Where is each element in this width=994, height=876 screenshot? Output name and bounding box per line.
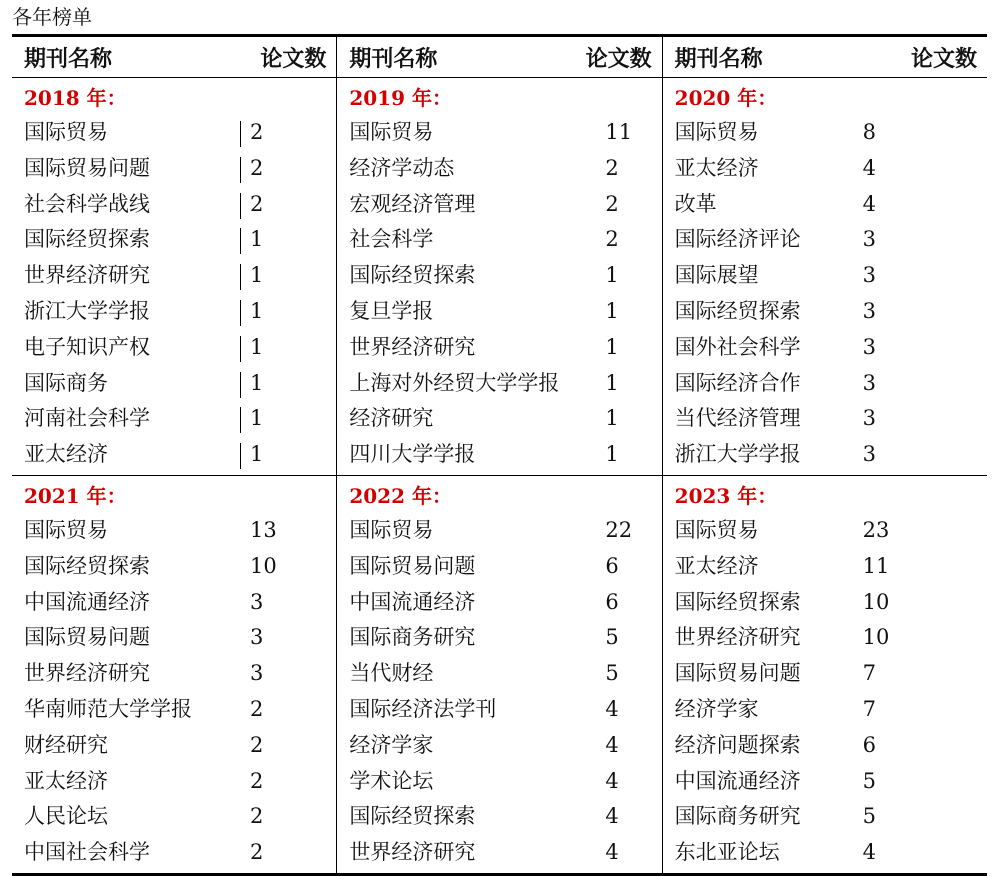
paper-count-cell: 2 [250, 732, 264, 757]
journal-name-cell: 世界经济研究 [24, 263, 150, 288]
table-row [663, 401, 987, 437]
table-row [12, 366, 336, 402]
journal-name-cell: 社会科学 [349, 227, 434, 252]
journal-name-cell: 国际经贸探索 [349, 263, 476, 288]
table-row [12, 764, 336, 800]
year-label: 2019 年： [349, 86, 452, 110]
table-row [663, 656, 987, 692]
paper-count-cell: 4 [862, 191, 877, 216]
journal-name-cell: 东北亚论坛 [674, 840, 780, 865]
paper-count-cell: 2 [605, 191, 619, 216]
paper-count-cell: 2 [250, 696, 264, 721]
table-row [663, 764, 987, 800]
journal-name-cell: 国际经贸探索 [24, 553, 150, 578]
paper-count-cell: 10 [862, 625, 890, 650]
year-label: 2020 年： [674, 86, 778, 110]
paper-count-cell: 7 [862, 696, 877, 721]
paper-count-cell: 1 [250, 298, 264, 323]
table-row [663, 620, 987, 656]
header-paper-count: 论文数 [585, 45, 652, 72]
header-journal-name: 期刊名称 [24, 45, 113, 72]
journal-name-cell: 中国社会科学 [24, 840, 150, 865]
table-row [12, 799, 336, 835]
journal-name-cell: 国际贸易 [349, 517, 434, 542]
journal-name-cell: 国外社会科学 [674, 334, 801, 359]
year-group [12, 476, 336, 873]
journal-name-cell: 河南社会科学 [24, 406, 150, 431]
paper-count-cell: 23 [862, 517, 890, 542]
paper-count-cell: 4 [605, 840, 619, 865]
table-row [663, 258, 987, 294]
paper-count-cell: 4 [605, 804, 619, 829]
journal-name-cell: 国际商务 [24, 370, 108, 395]
paper-count-cell: 1 [605, 370, 619, 395]
year-group [12, 78, 336, 475]
table-row [12, 222, 336, 258]
table-row [337, 513, 661, 549]
table-row [12, 549, 336, 585]
table-row [12, 835, 336, 871]
paper-count-cell: 3 [250, 661, 264, 686]
table-row [663, 585, 987, 621]
journal-name-cell: 世界经济研究 [24, 661, 150, 686]
paper-count-cell: 3 [250, 589, 264, 614]
table-row [12, 437, 336, 473]
header-group-3 [662, 37, 987, 77]
journal-name-cell: 改革 [674, 191, 717, 216]
paper-count-cell: 4 [605, 696, 619, 721]
journal-name-cell: 当代财经 [349, 661, 434, 686]
paper-count-cell: 3 [862, 442, 877, 467]
table-row [663, 366, 987, 402]
journal-ranking-table [12, 34, 987, 876]
table-row [663, 437, 987, 473]
paper-count-cell: 4 [862, 840, 877, 865]
paper-count-cell: 11 [862, 553, 890, 578]
header-group-1 [12, 37, 336, 77]
table-body [12, 78, 987, 873]
journal-name-cell: 亚太经济 [24, 442, 108, 467]
journal-name-cell: 国际贸易 [349, 120, 434, 144]
paper-count-cell: 1 [250, 227, 264, 252]
journal-name-cell: 国际经济法学刊 [349, 696, 497, 721]
year-label: 2021 年： [24, 483, 127, 508]
paper-count-cell: 6 [862, 732, 877, 757]
journal-name-cell: 国际经贸探索 [349, 804, 476, 829]
table-row [12, 151, 336, 187]
header-paper-count: 论文数 [260, 45, 327, 72]
paper-count-cell: 11 [605, 120, 633, 144]
journal-name-cell: 国际经济合作 [674, 370, 801, 395]
paper-count-cell: 5 [862, 804, 877, 829]
table-row [337, 187, 661, 223]
table-row [337, 799, 661, 835]
cell-divider [240, 407, 241, 433]
paper-count-cell: 1 [250, 334, 264, 359]
table-row [12, 585, 336, 621]
header-group-2 [336, 37, 661, 77]
journal-name-cell: 华南师范大学学报 [24, 696, 192, 721]
cell-divider [240, 264, 241, 290]
table-row [12, 620, 336, 656]
paper-count-cell: 3 [862, 334, 877, 359]
paper-count-cell: 2 [605, 155, 619, 180]
table-row [337, 585, 661, 621]
journal-name-cell: 国际经贸探索 [674, 298, 801, 323]
year-group [336, 78, 661, 475]
year-group [662, 476, 987, 873]
journal-name-cell: 社会科学战线 [24, 191, 150, 216]
paper-count-cell: 13 [250, 517, 277, 542]
paper-count-cell: 10 [250, 553, 277, 578]
journal-name-cell: 浙江大学学报 [24, 298, 150, 323]
paper-count-cell: 3 [862, 263, 877, 288]
table-row [337, 764, 661, 800]
paper-count-cell: 4 [605, 732, 619, 757]
table-row [12, 258, 336, 294]
paper-count-cell: 3 [862, 227, 877, 252]
journal-name-cell: 上海对外经贸大学学报 [349, 370, 560, 395]
journal-name-cell: 国际贸易 [24, 517, 108, 542]
table-row [337, 222, 661, 258]
header-journal-name: 期刊名称 [674, 45, 763, 72]
paper-count-cell: 5 [862, 768, 877, 793]
journal-name-cell: 国际展望 [674, 263, 759, 288]
journal-name-cell: 电子知识产权 [24, 334, 150, 359]
journal-name-cell: 国际贸易问题 [24, 625, 150, 650]
paper-count-cell: 2 [250, 840, 264, 865]
paper-count-cell: 22 [605, 517, 633, 542]
table-row [337, 437, 661, 473]
journal-name-cell: 中国流通经济 [24, 589, 150, 614]
journal-name-cell: 亚太经济 [674, 155, 759, 180]
table-row [337, 294, 661, 330]
table-row [12, 656, 336, 692]
journal-name-cell: 中国流通经济 [674, 768, 801, 793]
journal-name-cell: 国际贸易 [674, 517, 759, 542]
journal-name-cell: 国际经济评论 [674, 227, 801, 252]
paper-count-cell: 6 [605, 589, 619, 614]
table-row [663, 835, 987, 871]
journal-name-cell: 宏观经济管理 [349, 191, 476, 216]
cell-divider [240, 121, 241, 147]
table-row [12, 728, 336, 764]
paper-count-cell: 8 [862, 120, 877, 144]
cell-divider [240, 336, 241, 362]
table-row [663, 151, 987, 187]
table-row [337, 330, 661, 366]
journal-name-cell: 国际贸易问题 [24, 155, 150, 180]
table-row [663, 799, 987, 835]
journal-name-cell: 经济研究 [349, 406, 434, 431]
journal-name-cell: 亚太经济 [24, 768, 108, 793]
cell-divider [240, 193, 241, 219]
paper-count-cell: 3 [250, 625, 264, 650]
cell-divider [240, 443, 241, 469]
year-label: 2018 年： [24, 86, 127, 110]
table-row [663, 513, 987, 549]
table-row [12, 513, 336, 549]
journal-name-cell: 经济学家 [349, 732, 434, 757]
cell-divider [240, 300, 241, 326]
paper-count-cell: 7 [862, 661, 877, 686]
bottom-rule [12, 873, 987, 876]
table-row [12, 330, 336, 366]
journal-name-cell: 世界经济研究 [349, 334, 476, 359]
year-label: 2023 年： [674, 483, 778, 508]
paper-count-cell: 2 [605, 227, 619, 252]
cell-divider [240, 372, 241, 398]
journal-name-cell: 国际商务研究 [674, 804, 801, 829]
table-row [337, 620, 661, 656]
paper-count-cell: 2 [250, 155, 264, 180]
header-paper-count: 论文数 [910, 45, 977, 72]
paper-count-cell: 2 [250, 191, 264, 216]
journal-name-cell: 人民论坛 [24, 804, 108, 829]
paper-count-cell: 3 [862, 298, 877, 323]
table-caption: 各年榜单 [12, 5, 92, 29]
journal-name-cell: 国际贸易 [24, 120, 108, 144]
table-row [663, 222, 987, 258]
paper-count-cell: 1 [250, 442, 264, 467]
journal-name-cell: 国际商务研究 [349, 625, 476, 650]
paper-count-cell: 5 [605, 625, 619, 650]
table-row [337, 549, 661, 585]
table-row [337, 401, 661, 437]
journal-name-cell: 经济学家 [674, 696, 759, 721]
paper-count-cell: 1 [605, 298, 619, 323]
paper-count-cell: 1 [605, 334, 619, 359]
paper-count-cell: 4 [605, 768, 619, 793]
paper-count-cell: 2 [250, 768, 264, 793]
year-block-row [12, 476, 987, 873]
journal-name-cell: 中国流通经济 [349, 589, 476, 614]
paper-count-cell: 1 [605, 442, 619, 467]
table-row [337, 115, 661, 151]
paper-count-cell: 3 [862, 406, 877, 431]
year-group [662, 78, 987, 475]
table-header [12, 37, 987, 77]
journal-name-cell: 亚太经济 [674, 553, 759, 578]
journal-name-cell: 国际经贸探索 [674, 589, 801, 614]
journal-name-cell: 国际贸易 [674, 120, 759, 144]
journal-name-cell: 四川大学学报 [349, 442, 476, 467]
paper-count-cell: 1 [605, 406, 619, 431]
paper-count-cell: 1 [250, 370, 264, 395]
cell-divider [240, 157, 241, 183]
table-row [663, 294, 987, 330]
year-label: 2022 年： [349, 483, 452, 508]
paper-count-cell: 3 [862, 370, 877, 395]
table-row [663, 115, 987, 151]
table-row [663, 187, 987, 223]
table-row [337, 656, 661, 692]
paper-count-cell: 2 [250, 120, 264, 144]
table-row [12, 187, 336, 223]
table-row [337, 692, 661, 728]
journal-name-cell: 世界经济研究 [674, 625, 801, 650]
table-row [663, 330, 987, 366]
journal-name-cell: 世界经济研究 [349, 840, 476, 865]
paper-count-cell: 10 [862, 589, 890, 614]
paper-count-cell: 6 [605, 553, 619, 578]
year-block-row [12, 78, 987, 475]
table-row [12, 115, 336, 151]
journal-name-cell: 学术论坛 [349, 768, 434, 793]
header-journal-name: 期刊名称 [349, 45, 438, 72]
journal-name-cell: 经济学动态 [349, 155, 455, 180]
journal-name-cell: 国际贸易问题 [349, 553, 476, 578]
journal-name-cell: 当代经济管理 [674, 406, 801, 431]
year-group [336, 476, 661, 873]
journal-name-cell: 复旦学报 [349, 298, 434, 323]
table-row [663, 692, 987, 728]
table-row [663, 728, 987, 764]
cell-divider [240, 228, 241, 254]
table-row [337, 258, 661, 294]
journal-name-cell: 国际经贸探索 [24, 227, 150, 252]
journal-name-cell: 国际贸易问题 [674, 661, 801, 686]
table-row [337, 151, 661, 187]
paper-count-cell: 4 [862, 155, 877, 180]
paper-count-cell: 2 [250, 804, 264, 829]
journal-name-cell: 经济问题探索 [674, 732, 801, 757]
table-row [12, 294, 336, 330]
table-row [337, 835, 661, 871]
table-row [12, 401, 336, 437]
table-row [12, 692, 336, 728]
table-row [337, 728, 661, 764]
journal-name-cell: 浙江大学学报 [674, 442, 801, 467]
paper-count-cell: 1 [605, 263, 619, 288]
paper-count-cell: 1 [250, 263, 264, 288]
table-row [337, 366, 661, 402]
journal-name-cell: 财经研究 [24, 732, 108, 757]
table-row [663, 549, 987, 585]
paper-count-cell: 1 [250, 406, 264, 431]
paper-count-cell: 5 [605, 661, 619, 686]
